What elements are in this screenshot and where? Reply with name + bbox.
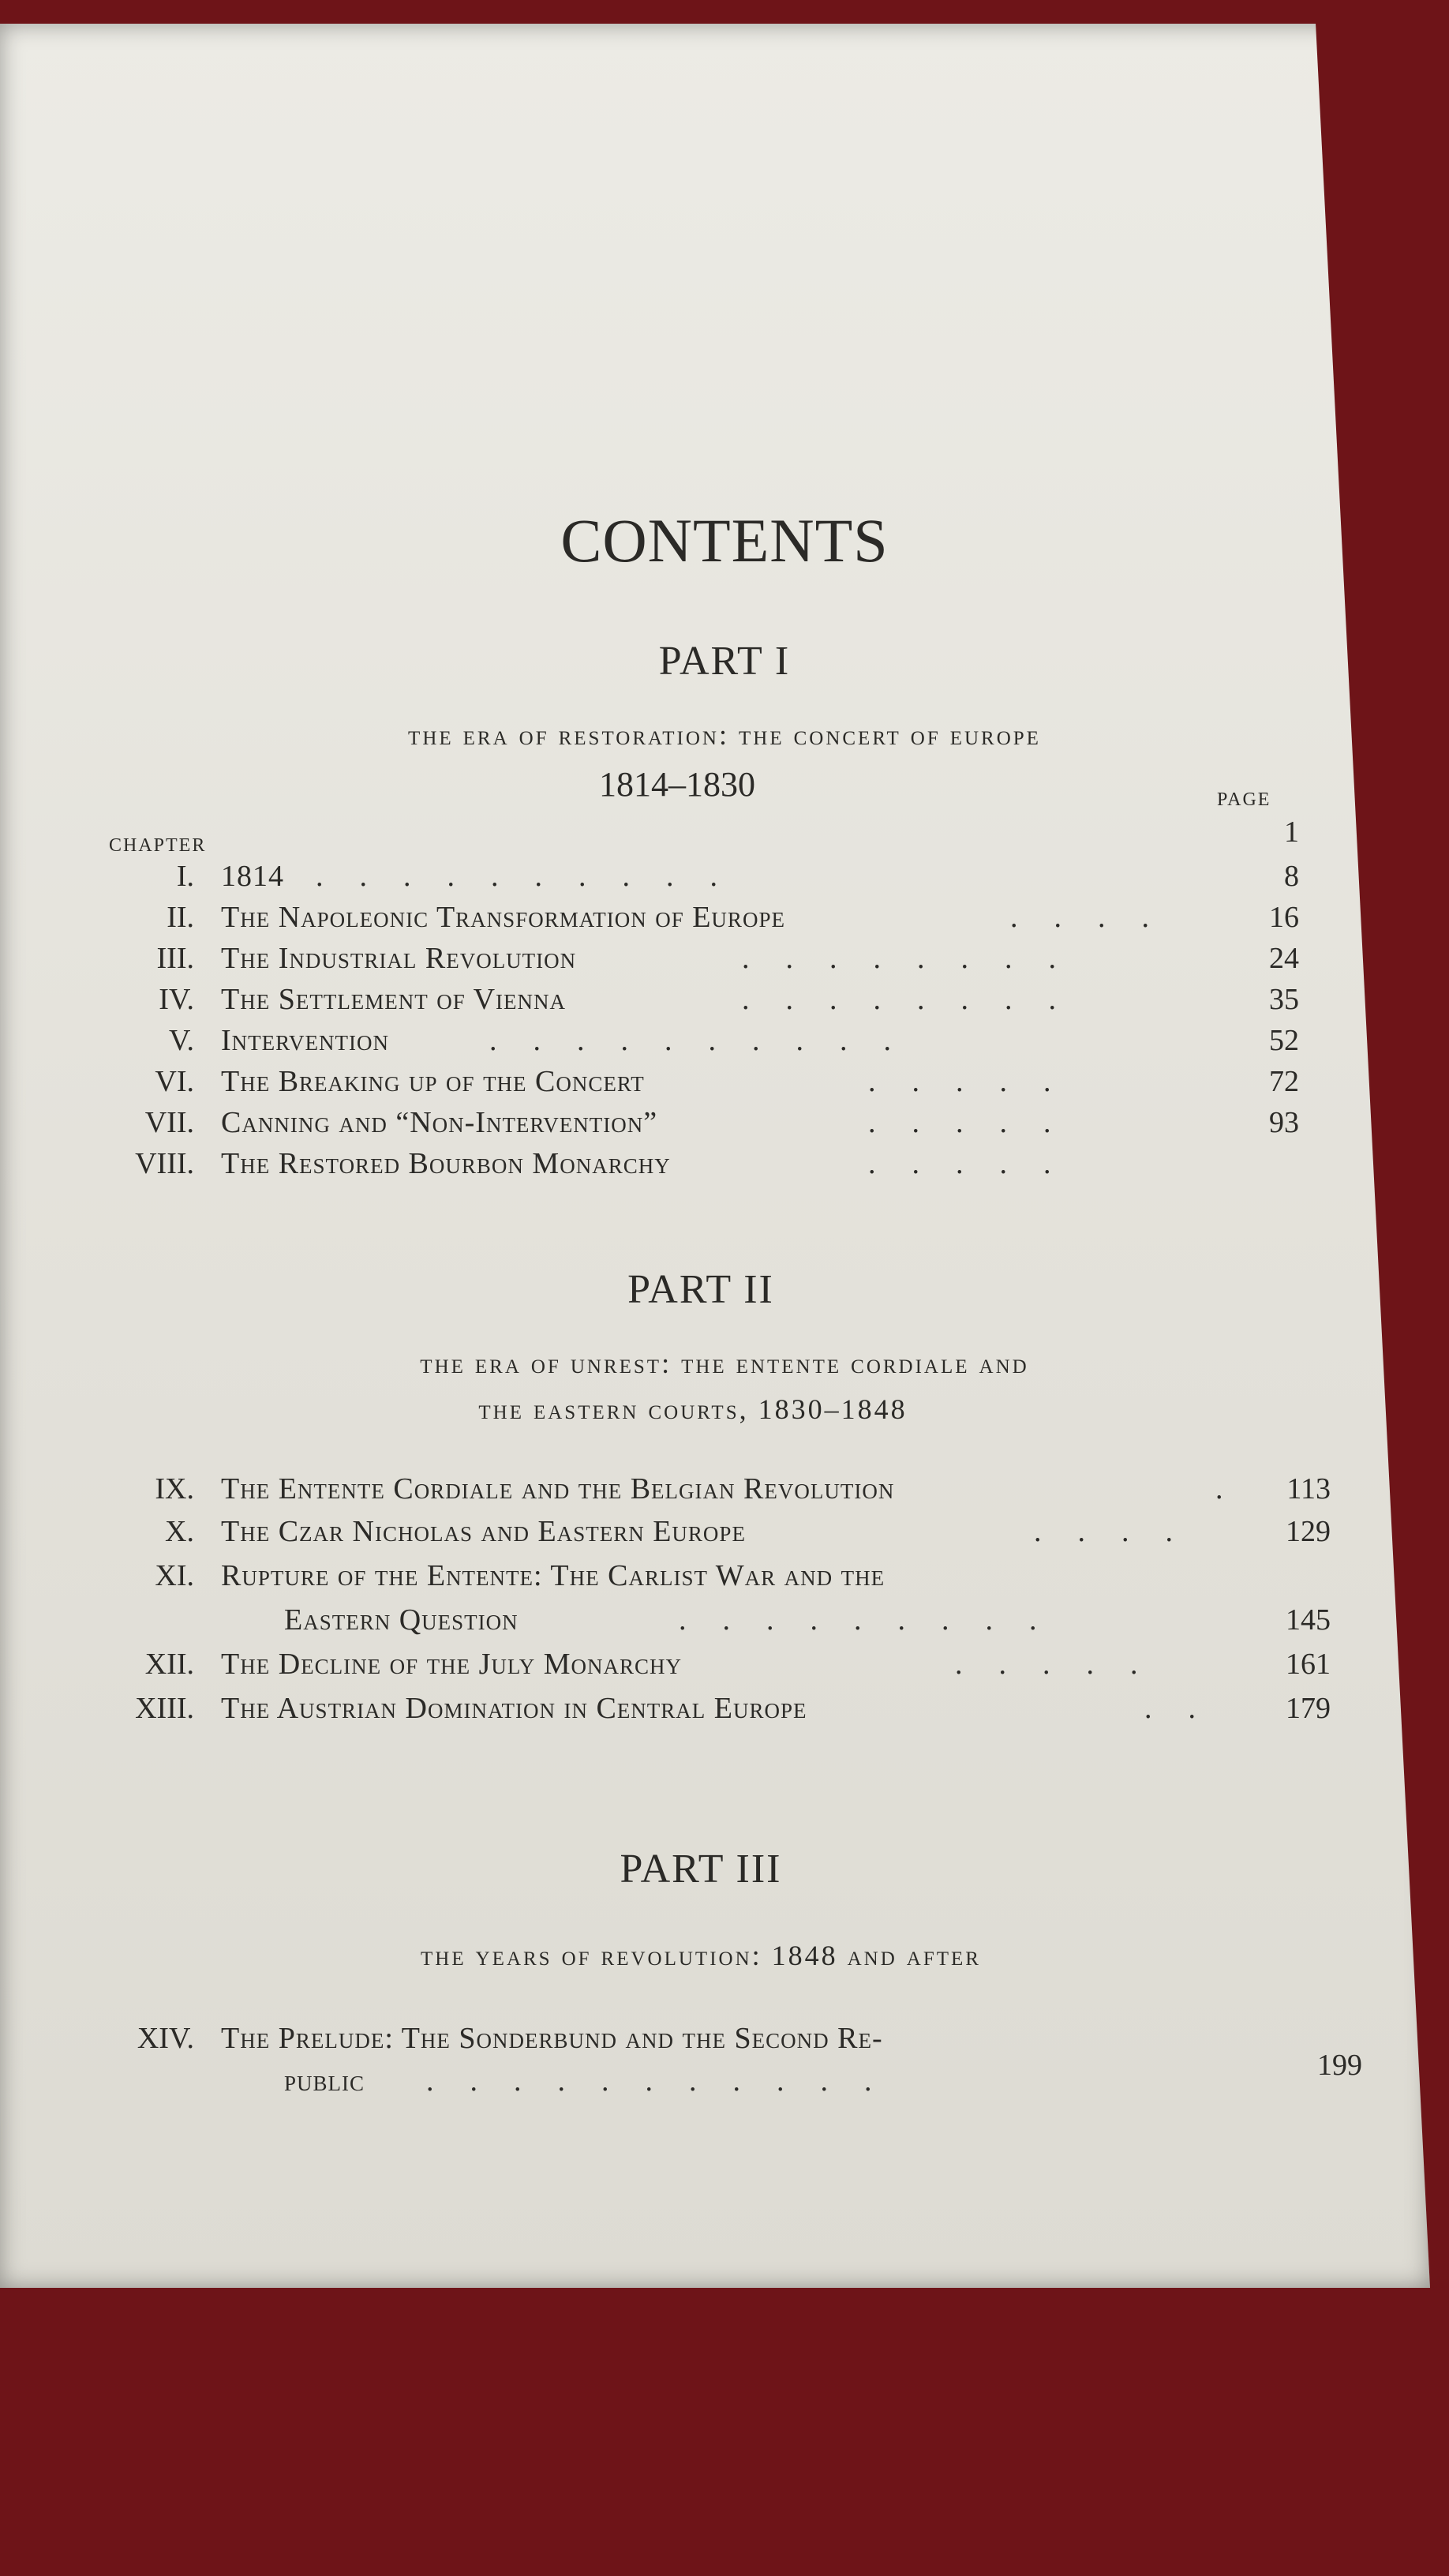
toc-chapter-title: The Austrian Domination in Central Europe	[221, 1692, 807, 1725]
toc-chapter-number: VII.	[144, 1106, 194, 1139]
toc-page-number: 129	[1286, 1515, 1331, 1548]
part-2-era-line1: the era of unrest: the entente cordiale and	[420, 1348, 1029, 1379]
toc-chapter-title: Rupture of the Entente: The Carlist War and the	[221, 1559, 886, 1592]
toc-chapter-number: V.	[168, 1024, 194, 1057]
toc-chapter-title: The Decline of the July Monarchy	[221, 1648, 682, 1681]
toc-chapter-number: XIII.	[135, 1692, 194, 1725]
toc-chapter-number: VIII.	[135, 1147, 194, 1180]
toc-row[interactable]: VI. The Breaking up of the Concert ..... 72	[155, 1065, 1299, 1098]
toc-page-number: 161	[1286, 1648, 1331, 1681]
part-1-first-page	[0, 815, 1449, 856]
toc-page-number: 199	[1317, 2049, 1362, 2082]
toc-chapter-number: III.	[156, 942, 194, 975]
toc-page-number: 8	[1284, 860, 1299, 893]
toc-chapter-title: The Entente Cordiale and the Belgian Revolution	[221, 1472, 895, 1505]
page-column-label: PAGE	[1217, 789, 1271, 810]
toc-row[interactable]: I. 1814 .......... 8	[176, 860, 1299, 893]
toc-page-number: 52	[1269, 1024, 1299, 1057]
toc-row[interactable]: IV. The Settlement of Vienna ........ 35	[159, 983, 1299, 1016]
toc-row[interactable]: XII. The Decline of the July Monarchy ..... 161	[144, 1648, 1331, 1681]
toc-chapter-number: VI.	[155, 1065, 194, 1098]
toc-page-number: 179	[1286, 1692, 1331, 1725]
toc-chapter-title-cont: Eastern Question	[284, 1603, 519, 1637]
toc-chapter-title: The Napoleonic Transformation of Europe	[221, 901, 785, 934]
toc-chapter-number: II.	[167, 901, 194, 934]
toc-chapter-number: XII.	[144, 1648, 194, 1681]
part-2-heading: PART II	[627, 1267, 774, 1312]
page-title: CONTENTS	[560, 506, 889, 575]
toc-chapter-title: The Industrial Revolution	[221, 942, 577, 975]
part-1-era: the era of restoration: the concert of europe	[408, 719, 1041, 751]
toc-row[interactable]: VIII. The Restored Bourbon Monarchy .....	[135, 1147, 1088, 1180]
toc-page-number: 16	[1269, 901, 1299, 934]
part-3-heading: PART III	[620, 1847, 782, 1892]
toc-page-number: 145	[1286, 1603, 1331, 1637]
toc-chapter-title-cont: public	[284, 2064, 365, 2098]
toc-chapter-number: I.	[176, 860, 194, 893]
toc-page-number: 93	[1269, 1106, 1299, 1139]
toc-chapter-title: 1814	[221, 860, 284, 893]
toc-row[interactable]: IX. The Entente Cordiale and the Belgian Revolution . 113	[155, 1472, 1331, 1505]
toc-chapter-title: The Breaking up of the Concert	[221, 1065, 645, 1098]
toc-chapter-number: IV.	[159, 983, 194, 1016]
toc-page-number: 72	[1269, 1065, 1299, 1098]
toc-chapter-title: The Czar Nicholas and Eastern Europe	[221, 1515, 746, 1548]
toc-chapter-title: The Restored Bourbon Monarchy	[221, 1147, 671, 1180]
toc-page-number: 1	[1284, 816, 1299, 849]
part-1-era-dates: 1814–1830	[599, 765, 755, 804]
part-2-era-line2: the eastern courts, 1830–1848	[478, 1393, 908, 1425]
toc-row[interactable]: XIII. The Austrian Domination in Central Europe .. 179	[135, 1692, 1331, 1725]
toc-row[interactable]: VII. Canning and “Non-Intervention” ..... 93	[144, 1106, 1299, 1139]
toc-chapter-title: Intervention	[221, 1024, 389, 1057]
toc-row[interactable]	[0, 1558, 1449, 1599]
toc-chapter-title: Canning and “Non-Intervention”	[221, 1106, 658, 1139]
toc-chapter-number: IX.	[155, 1472, 194, 1505]
toc-chapter-title: The Prelude: The Sonderbund and the Second Re-	[221, 2022, 883, 2055]
toc-chapter-number: X.	[165, 1515, 194, 1548]
toc-row[interactable]: III. The Industrial Revolution ........ 24	[156, 942, 1299, 975]
toc-row-continuation[interactable]: Eastern Question ......... 145	[284, 1603, 1331, 1637]
toc-row[interactable]: V. Intervention .......... 52	[168, 1024, 1299, 1057]
toc-page-number: 24	[1269, 942, 1299, 975]
toc-page-number: 113	[1286, 1472, 1331, 1505]
toc-row[interactable]: X. The Czar Nicholas and Eastern Europe .... 129	[165, 1515, 1331, 1548]
toc-row[interactable]: II. The Napoleonic Transformation of Europe .... 16	[167, 901, 1299, 934]
toc-chapter-number: XI.	[155, 1559, 194, 1592]
toc-page-number: 35	[1269, 983, 1299, 1016]
toc-chapter-title: The Settlement of Vienna	[221, 983, 567, 1016]
toc-row[interactable]	[0, 2021, 1449, 2062]
toc-chapter-number: XIV.	[137, 2022, 194, 2055]
toc-row-continuation[interactable]: public ........... 199	[284, 2049, 1362, 2098]
chapter-column-label: CHAPTER	[109, 835, 207, 856]
part-1-heading: PART I	[658, 639, 791, 684]
part-3-era: the years of revolution: 1848 and after	[421, 1940, 981, 1971]
